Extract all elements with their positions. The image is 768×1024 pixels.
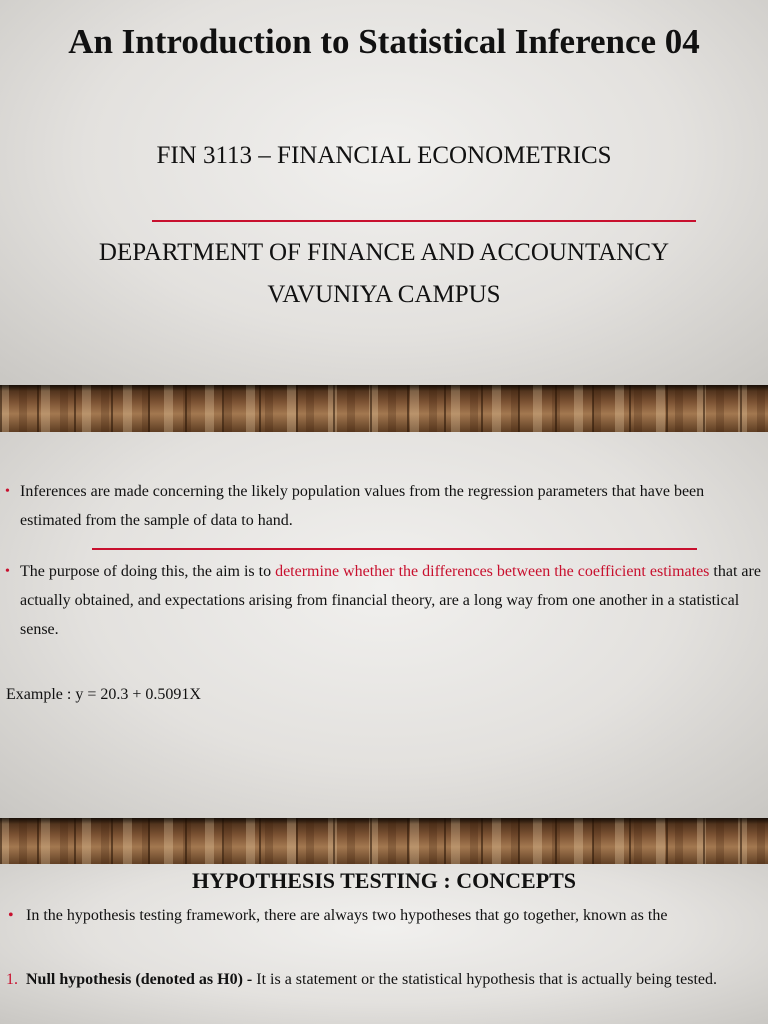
divider-line [152,220,696,222]
bullet-point [5,557,765,644]
bullet-text: In the hypothesis testing framework, there are always two hypotheses that go together, known as the [26,907,668,924]
bullet-point [5,477,765,535]
bullet-text: Inferences are made concerning the likely population values from the regression parameters that have been estimated from the sample of data to hand. [20,483,705,529]
bullet-icon: • [5,484,10,499]
course-name: FIN 3113 – FINANCIAL ECONOMETRICS [156,142,612,169]
numbered-item [6,968,756,992]
bullet-icon: • [5,564,10,579]
highlighted-text: determine whether the differences between the coefficient estimates [275,563,710,580]
item-number: 1. [6,971,18,988]
department-name: DEPARTMENT OF FINANCE AND ACCOUNTANCY [98,239,670,266]
term-definition: It is a statement or the statistical hypothesis that is actually being tested. [256,971,718,988]
bullet-text: The purpose of doing this, the aim is to [20,563,276,580]
wood-floor-band [0,385,768,433]
bullet-point [8,904,756,928]
bullet-icon: • [8,907,14,924]
content-slide [0,432,768,818]
campus-name: VAVUNIYA CAMPUS [267,281,501,308]
wood-floor-band [0,818,768,866]
title-slide [0,0,768,385]
divider-line [92,548,697,550]
example-equation: Example : y = 20.3 + 0.5091X [6,686,201,703]
slide-heading: HYPOTHESIS TESTING : CONCEPTS [191,868,577,893]
term-bold: Null hypothesis (denoted as H0) - [26,971,257,988]
department-block [0,232,768,316]
hypothesis-slide [0,864,768,1024]
bullet-text: that are actually obtained, and expectations arising from financial theory, are a long way from one another in a statistical sense. [20,563,761,638]
slide-title: An Introduction to Statistical Inference 04 [68,22,700,61]
